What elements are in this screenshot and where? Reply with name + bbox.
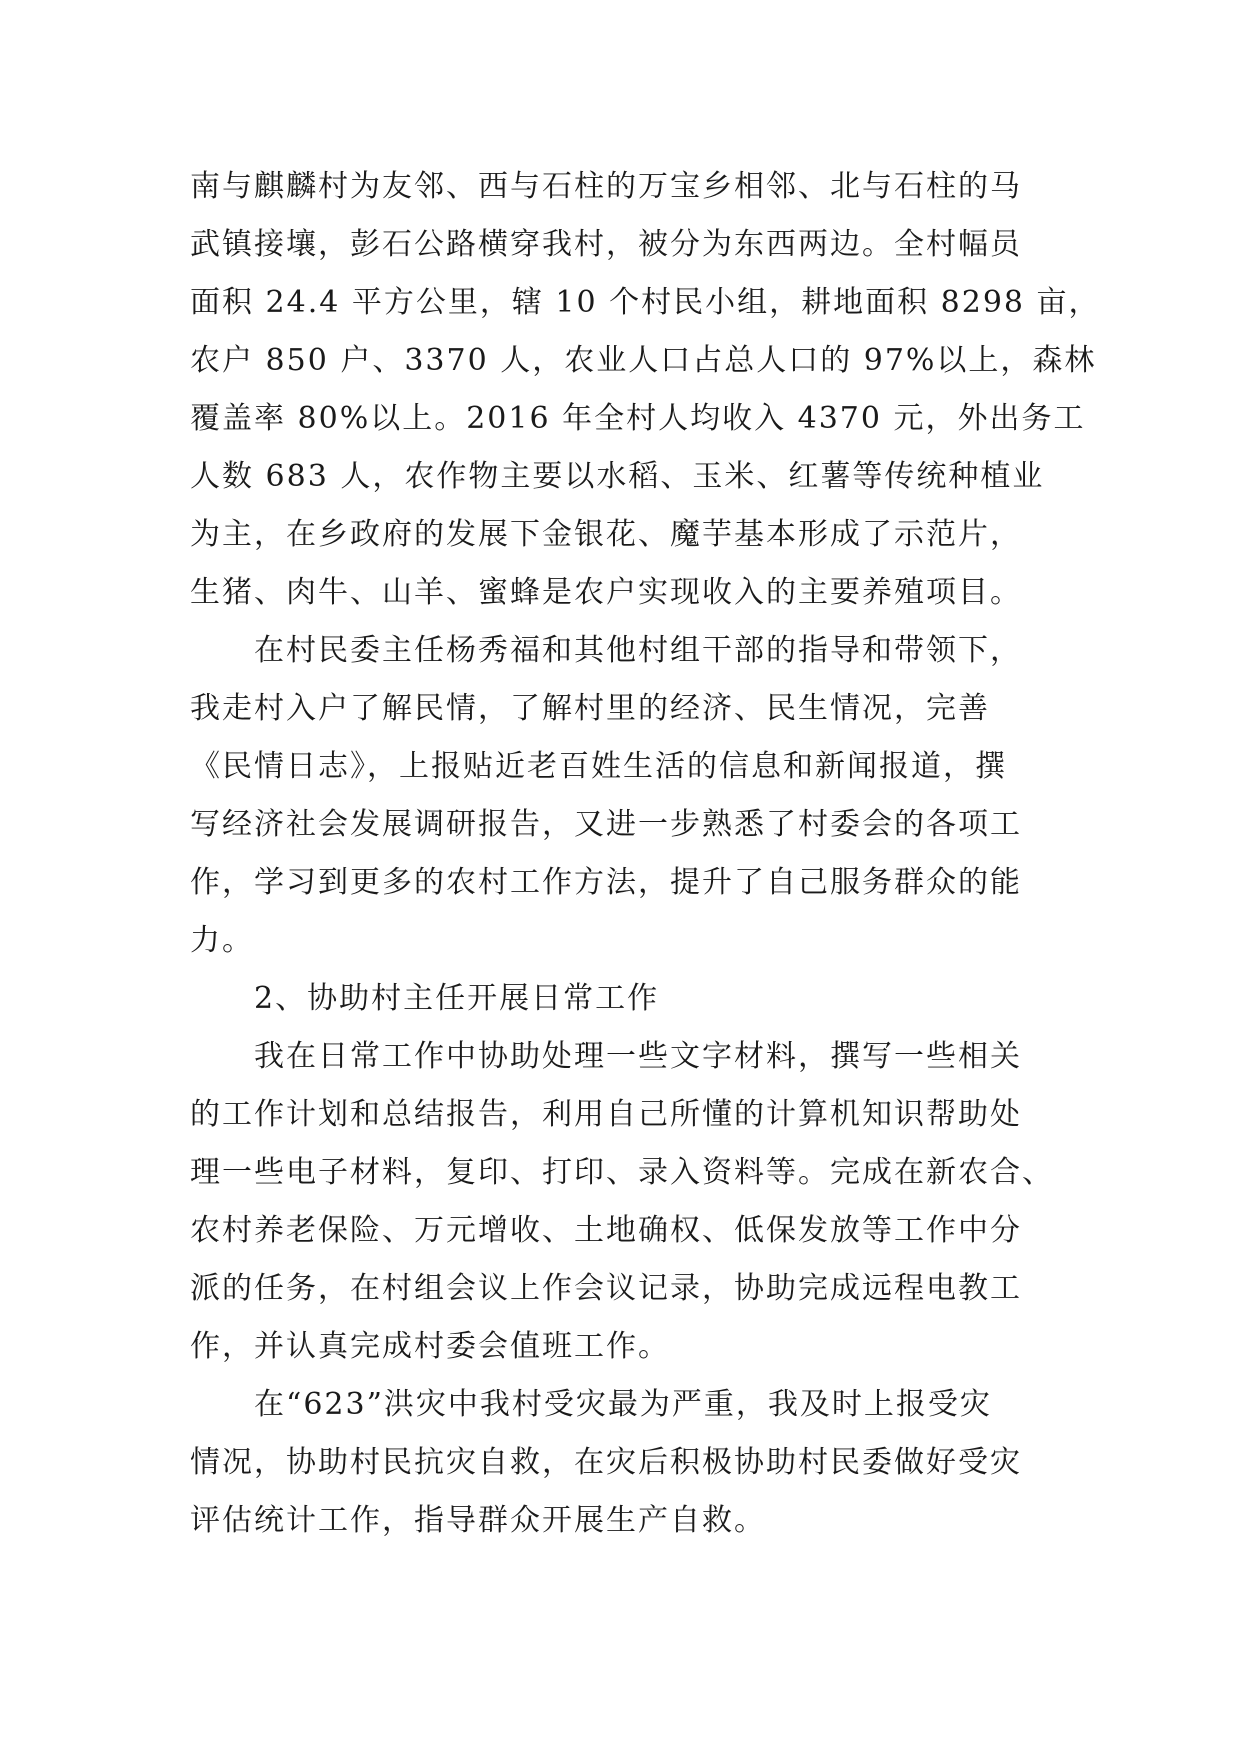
text-line: 农户 850 户、3370 人，农业人口占总人口的 97%以上，森林	[190, 343, 1097, 378]
text-line: 我在日常工作中协助处理一些文字材料，撰写一些相关	[254, 1039, 1022, 1074]
text-line: 我走村入户了解民情，了解村里的经济、民生情况，完善	[190, 691, 990, 726]
text-line: 人数 683 人，农作物主要以水稻、玉米、红薯等传统种植业	[190, 459, 1045, 494]
text-line: 为主，在乡政府的发展下金银花、魔芋基本形成了示范片，	[190, 517, 1022, 552]
text-line: 生猪、肉牛、山羊、蜜蜂是农户实现收入的主要养殖项目。	[190, 575, 1022, 610]
text-line: 情况，协助村民抗灾自救，在灾后积极协助村民委做好受灾	[190, 1445, 1022, 1480]
text-line: 写经济社会发展调研报告，又进一步熟悉了村委会的各项工	[190, 807, 1022, 842]
text-line: 《民情日志》，上报贴近老百姓生活的信息和新闻报道，撰	[190, 749, 1007, 784]
text-line: 2、协助村主任开展日常工作	[254, 981, 660, 1016]
text-line: 在村民委主任杨秀福和其他村组干部的指导和带领下，	[254, 633, 1022, 668]
document-body	[190, 158, 1101, 1550]
text-line: 南与麒麟村为友邻、西与石柱的万宝乡相邻、北与石柱的马	[190, 169, 1022, 204]
text-line: 力。	[190, 923, 254, 958]
text-line: 派的任务，在村组会议上作会议记录，协助完成远程电教工	[190, 1271, 1022, 1306]
text-line: 在“623”洪灾中我村受灾最为严重，我及时上报受灾	[254, 1387, 992, 1422]
text-line: 面积 24.4 平方公里，辖 10 个村民小组，耕地面积 8298 亩，	[190, 285, 1101, 320]
text-line: 覆盖率 80%以上。2016 年全村人均收入 4370 元，外出务工	[190, 401, 1086, 436]
text-line: 作，并认真完成村委会值班工作。	[190, 1329, 670, 1364]
text-line: 农村养老保险、万元增收、土地确权、低保发放等工作中分	[190, 1213, 1022, 1248]
text-line: 的工作计划和总结报告，利用自己所懂的计算机知识帮助处	[190, 1097, 1022, 1132]
text-line: 武镇接壤，彭石公路横穿我村，被分为东西两边。全村幅员	[190, 227, 1022, 262]
text-line: 理一些电子材料，复印、打印、录入资料等。完成在新农合、	[190, 1155, 1054, 1190]
text-line: 评估统计工作，指导群众开展生产自救。	[190, 1503, 766, 1538]
text-line: 作，学习到更多的农村工作方法，提升了自己服务群众的能	[190, 865, 1022, 900]
